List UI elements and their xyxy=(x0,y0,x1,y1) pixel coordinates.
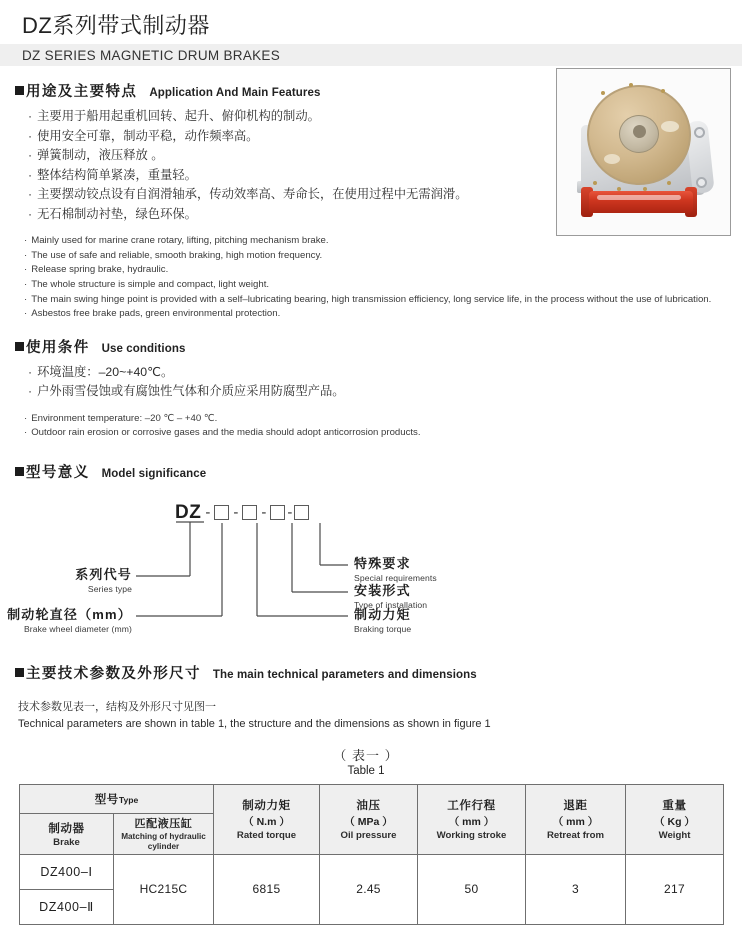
section-title-cn: 用途及主要特点 xyxy=(26,84,138,101)
th-cn: 重量 xyxy=(662,800,687,813)
model-significance-diagram xyxy=(0,492,742,662)
list-item: · Environment temperature: –20 ℃ – +40 ℃. xyxy=(24,412,736,427)
th-unit: （ N.m ） xyxy=(243,816,290,829)
list-item: · 环境温度：–20~+40℃。 xyxy=(28,363,742,383)
section-title-en: Model significance xyxy=(101,467,207,480)
label-type-of-installation-cn: 安装形式 xyxy=(354,582,411,598)
application-en-list xyxy=(0,234,742,322)
th-cn: 退距 xyxy=(563,800,588,813)
list-item: · 主要用于船用起重机回转、起升、俯仰机构的制动。 xyxy=(28,107,742,127)
cell-oil-pressure: 2.45 xyxy=(320,854,418,924)
bolt-icon xyxy=(667,181,671,185)
table-header-brake xyxy=(20,813,114,854)
table-header-matching-cylinder xyxy=(114,813,214,854)
th-unit: （ MPa ） xyxy=(344,816,393,829)
th-en: Working stroke xyxy=(436,830,507,842)
list-item: · Asbestos free brake pads, green environmental protection. xyxy=(24,307,736,322)
th-en: Brake xyxy=(53,836,80,848)
label-braking-torque xyxy=(354,604,411,634)
section-title-en: Application And Main Features xyxy=(149,87,321,100)
cell-weight: 217 xyxy=(626,854,724,924)
cell-rated-torque: 6815 xyxy=(214,854,320,924)
th-cn: 工作行程 xyxy=(447,800,496,813)
cell-model-2: DZ400–Ⅱ xyxy=(20,889,114,924)
list-item: · The main swing hinge point is provided with a self–lubricating bearing, high transmission efficiency, long service life, in the process without the use of lubrication. xyxy=(24,293,736,308)
list-item: · The whole structure is simple and compact, light weight. xyxy=(24,278,736,293)
list-item: · Mainly used for marine crane rotary, lifting, pitching mechanism brake. xyxy=(24,234,736,249)
section-header-use-conditions xyxy=(0,336,742,357)
section-title-cn: 型号意义 xyxy=(26,464,90,481)
model-code-dash: - xyxy=(261,504,267,522)
label-brake-wheel-diameter-en: Brake wheel diameter (mm) xyxy=(23,623,132,634)
section-bullet-square-icon xyxy=(15,467,24,476)
section-title-cn: 使用条件 xyxy=(26,339,90,356)
table-row xyxy=(20,854,724,889)
list-item: · 主要摆动铰点设有自润滑轴承，传动效率高、寿命长，在使用过程中无需润滑。 xyxy=(28,185,742,205)
bolt-icon xyxy=(593,181,597,185)
table-caption-cn: （ 表一 ） xyxy=(333,747,399,763)
label-braking-torque-cn: 制动力矩 xyxy=(354,606,411,622)
table-header-retreat-from xyxy=(526,784,626,854)
th-unit: （ Kg ） xyxy=(654,816,695,829)
section-title-en: Use conditions xyxy=(101,342,186,355)
product-photo xyxy=(556,68,731,236)
th-en: Weight xyxy=(658,830,691,842)
table-header-row-group xyxy=(20,784,724,813)
table-header-oil-pressure xyxy=(320,784,418,854)
list-item: · Outdoor rain erosion or corrosive gases and the media should adopt anticorrosion products. xyxy=(24,426,736,441)
bolt-icon xyxy=(661,89,665,93)
model-code-dash: - xyxy=(233,504,239,522)
page-title: DZ系列带式制动器 xyxy=(22,13,210,38)
page-subtitle-band xyxy=(0,44,742,66)
label-series-type-cn: 系列代号 xyxy=(75,566,132,582)
model-code-dash: - xyxy=(205,504,211,522)
label-special-requirements xyxy=(354,553,437,583)
cylinder-highlight xyxy=(597,195,681,200)
list-item: · 户外雨雪侵蚀或有腐蚀性气体和介质应采用防腐型产品。 xyxy=(28,382,742,402)
label-brake-wheel-diameter-cn: 制动轮直径（mm） xyxy=(7,606,132,622)
th-unit: （ mm ） xyxy=(552,816,599,829)
th-cn: 制动力矩 xyxy=(242,800,291,813)
section-header-model xyxy=(0,461,742,482)
cell-working-stroke: 50 xyxy=(418,854,526,924)
label-special-requirements-cn: 特殊要求 xyxy=(354,555,411,571)
arm-pivot-lower xyxy=(696,177,707,188)
th-unit: （ mm ） xyxy=(448,816,495,829)
section-bullet-square-icon xyxy=(15,668,24,677)
use-conditions-cn-list xyxy=(0,363,742,402)
th-cn: 油压 xyxy=(356,800,381,813)
list-item: · Release spring brake, hydraulic. xyxy=(24,263,736,278)
bolt-icon xyxy=(601,91,605,95)
table-header-weight xyxy=(626,784,724,854)
th-en: Rated torque xyxy=(236,830,297,842)
use-conditions-en-list xyxy=(0,412,742,441)
spec-table xyxy=(19,784,724,925)
arm-pivot-upper xyxy=(694,127,705,138)
th-en: Matching of hydraulic cylinder xyxy=(121,832,206,852)
product-photo-illustration xyxy=(557,69,730,235)
section-bullet-square-icon xyxy=(15,342,24,351)
table-header-rated-torque xyxy=(214,784,320,854)
table-caption xyxy=(0,745,742,777)
section-title-en: The main technical parameters and dimensions xyxy=(212,668,477,681)
th-cn: 制动器 xyxy=(48,822,85,835)
table-intro xyxy=(0,699,742,733)
list-item: · 使用安全可靠，制动平稳，动作频率高。 xyxy=(28,127,742,147)
cell-retreat-from: 3 xyxy=(526,854,626,924)
table-header-type-en: Type xyxy=(118,794,139,805)
drum-highlight-2 xyxy=(604,154,620,164)
th-en: Retreat from xyxy=(546,830,605,842)
cell-cylinder: HC215C xyxy=(114,854,214,924)
model-code-prefix: DZ xyxy=(175,501,202,523)
list-item: · 无石棉制动衬垫，绿色环保。 xyxy=(28,205,742,225)
label-series-type xyxy=(0,564,132,594)
table-header-type-cn: 型号 xyxy=(94,793,119,806)
th-en: Oil pressure xyxy=(340,830,397,842)
table-intro-cn: 技术参数见表一，结构及外形尺寸见图一 xyxy=(18,700,216,713)
table-caption-en: Table 1 xyxy=(347,764,385,777)
label-brake-wheel-diameter xyxy=(0,604,132,634)
label-special-requirements-en: Special requirements xyxy=(354,572,437,583)
section-title-cn: 主要技术参数及外形尺寸 xyxy=(26,665,201,682)
drum-highlight-1 xyxy=(661,121,679,132)
table-intro-en: Technical parameters are shown in table 1, the structure and the dimensions as shown in figure 1 xyxy=(18,717,491,730)
section-bullet-square-icon xyxy=(15,86,24,95)
list-item: · The use of safe and reliable, smooth braking, high motion frequency. xyxy=(24,249,736,264)
th-cn: 匹配液压缸 xyxy=(134,818,193,831)
list-item: · 弹簧制动，液压释放 。 xyxy=(28,146,742,166)
drum-hub-center xyxy=(633,125,646,138)
section-header-parameters xyxy=(0,662,742,683)
page-subtitle: DZ SERIES MAGNETIC DRUM BRAKES xyxy=(22,47,281,63)
table-header-type xyxy=(20,784,214,813)
bolt-icon xyxy=(629,83,633,87)
model-code-dash: - xyxy=(287,504,293,522)
label-series-type-en: Series type xyxy=(87,583,132,594)
label-type-of-installation-en: Type of installation xyxy=(354,599,428,610)
label-braking-torque-en: Braking torque xyxy=(354,623,412,634)
list-item: · 整体结构简单紧凑，重量轻。 xyxy=(28,166,742,186)
cell-model-1: DZ400–Ⅰ xyxy=(20,854,114,889)
table-header-working-stroke xyxy=(418,784,526,854)
